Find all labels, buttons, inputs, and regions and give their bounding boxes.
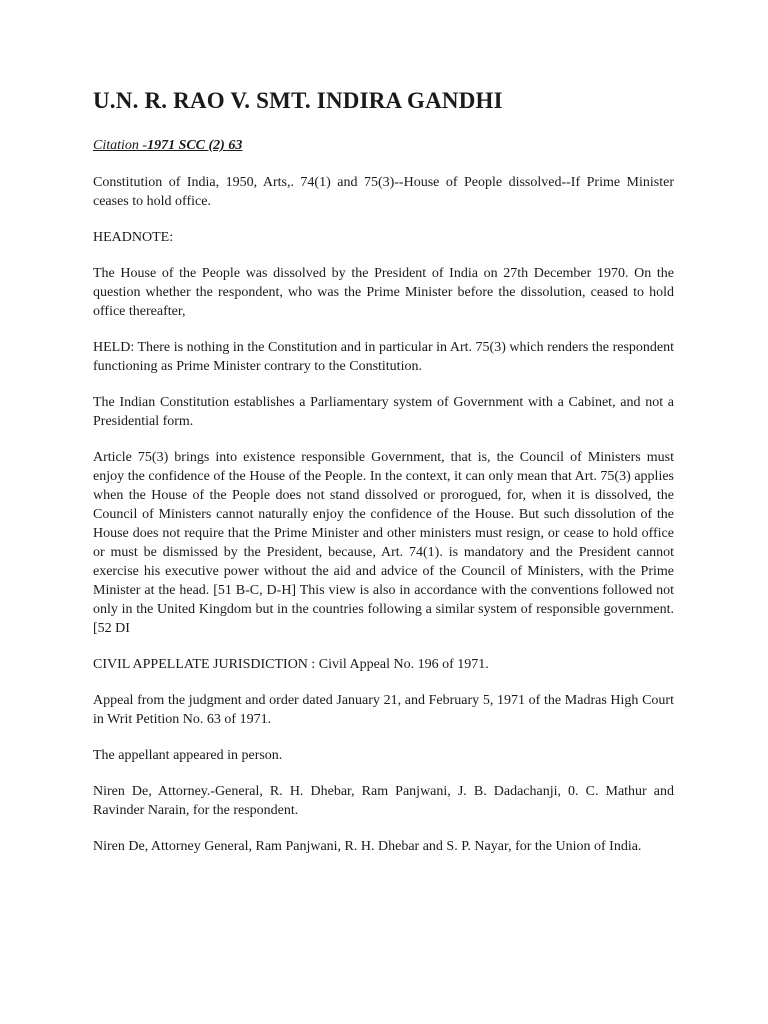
case-title: U.N. R. RAO V. SMT. INDIRA GANDHI [93, 88, 503, 113]
jurisdiction-paragraph: CIVIL APPELLATE JURISDICTION : Civil Appeal No. 196 of 1971. [93, 657, 489, 672]
appellant-paragraph: The appellant appeared in person. [93, 748, 283, 763]
headnote-heading: HEADNOTE: [93, 230, 174, 245]
citation-line [93, 136, 674, 155]
document-page [93, 86, 674, 873]
system-paragraph: The Indian Constitution establishes a Parliamentary system of Government with a Cabinet, and not a Presidential form. [93, 395, 674, 429]
appeal-paragraph: Appeal from the judgment and order dated January 21, and February 5, 1971 of the Madras High Court in Writ Petition No. 63 of 1971. [93, 693, 674, 727]
citation-reference: 1971 SCC (2) 63 [147, 138, 243, 153]
union-counsel-paragraph: Niren De, Attorney General, Ram Panjwani, R. H. Dhebar and S. P. Nayar, for the Union of India. [93, 839, 642, 854]
respondent-counsel-paragraph: Niren De, Attorney.-General, R. H. Dhebar, Ram Panjwani, J. B. Dadachanji, 0. C. Mathur and Ravinder Narain, for the respondent. [93, 784, 674, 818]
article-paragraph: Article 75(3) brings into existence responsible Government, that is, the Council of Ministers must enjoy the confidence of the House of the People. In the context, it can only mean that Art. 75(3) applies when the House of the People does not stand dissolved or prorogued, for, when it is dissolved, the Council of Ministers cannot naturally enjoy the confidence of the House. But such dissolution of the House does not require that the Prime Minister and other ministers must resign, or cease to hold office or must be dismissed by the President, because, Art. 74(1). is mandatory and the President cannot exercise his executive power without the aid and advice of the Council of Ministers, with the Prime Minister at the head. [51 B-C, D-H] This view is also in accordance with the conventions followed not only in the United Kingdom but in the countries following a similar system of responsible government. [52 DI [93, 450, 674, 636]
facts-paragraph: The House of the People was dissolved by the President of India on 27th December 1970. On the question whether the respondent, who was the Prime Minister before the dissolution, ceased to hold office thereafter, [93, 266, 674, 319]
held-paragraph: HELD: There is nothing in the Constitution and in particular in Art. 75(3) which renders the respondent functioning as Prime Minister contrary to the Constitution. [93, 340, 674, 374]
subject-paragraph: Constitution of India, 1950, Arts,. 74(1) and 75(3)--House of People dissolved--If Prime Minister ceases to hold office. [93, 175, 674, 209]
citation-label: Citation - [93, 138, 148, 153]
